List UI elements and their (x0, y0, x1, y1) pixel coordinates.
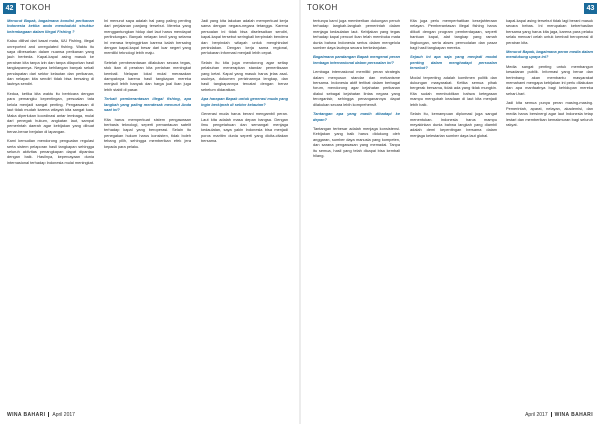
text-column (506, 18, 593, 404)
text-column (201, 18, 288, 404)
text-column (104, 18, 191, 404)
page-footer (7, 412, 75, 418)
paragraph: Ini menurut saya adalah hal yang paling penting dari perjalanan panjang tersebut. Mereka yang menggantungkan hidup dari laut harus mendapat perlindungan. Banyak nelayan kecil yang selama ini merasa terpinggirkan karena kalah bersaing dengan kapal-kapal besar dari luar negeri yang memiliki teknologi lebih maju. (104, 18, 191, 56)
magazine-name: WINA BAHARI (554, 412, 593, 418)
issue-date: April 2017 (52, 412, 75, 418)
interview-question: Menurut Bapak, bagaimana kondisi perikanan Indonesia ketika anda menduduki struktur kelembagaan dalam Illegal Fishing ? (7, 18, 94, 34)
interview-question: Apa harapan Bapak untuk generasi muda yang ingin berkiprah di sektor kelautan? (201, 96, 288, 107)
page-footer (525, 412, 593, 418)
paragraph: Jadi kita semua punya peran masing-masing. Pemerintah, aparat, nelayan, akademisi, dan media harus bersinergi agar laut Indonesia tetap lestari dan memberikan kemakmuran bagi seluruh rakyat. (506, 100, 593, 127)
paragraph: Tantangan terbesar adalah menjaga konsistensi. Kebijakan yang baik harus didukung oleh anggaran, sumber daya manusia yang kompeten, dan sarana pengawasan yang memadai. Tanpa itu semua, hasil yang telah dicapai bisa kembali hilang. (313, 125, 400, 158)
paragraph: Modal terpenting adalah komitmen politik dan dukungan masyarakat. Ketika semua pihak bergerak bersama, tidak ada yang tidak mungkin. Kita sudah membuktikan bahwa ketegasan mampu mengubah keadaan di laut kita menjadi lebih baik. (410, 74, 497, 107)
paragraph: Setelah pemberantasan dilakukan secara tegas, stok ikan di perairan kita perlahan meningkat kembali. Nelayan lokal mulai merasakan dampaknya karena hasil tangkapan mereka menjadi lebih banyak dan harga jual ikan juga lebih stabil di pasar. (104, 59, 191, 92)
footer-divider (551, 412, 552, 417)
footer-divider (48, 412, 49, 417)
text-column (313, 18, 400, 404)
interview-question: Bagaimana pandangan Bapak mengenai peran lembaga internasional dalam persoalan ini? (313, 54, 400, 65)
interview-question: Terkait pemberantasan illegal fishing, apa langkah yang paling mendesak menurut Anda saat ini? (104, 96, 191, 113)
text-column (7, 18, 94, 404)
magazine-name: WINA BAHARI (7, 412, 46, 418)
paragraph: Selain itu, kemampuan diplomasi juga sangat menentukan. Indonesia harus mampu meyakinkan dunia bahwa langkah yang diambil adalah demi kepentingan bersama dalam menjaga kelestarian sumber daya laut global. (410, 111, 497, 138)
interview-question: Tantangan apa yang masih dihadapi ke depan? (313, 111, 400, 122)
section-title: TOKOH (20, 3, 51, 12)
paragraph: Generasi muda harus berani mengambil peran. Laut kita adalah masa depan bangsa. Dengan ilmu pengetahuan dan semangat menjaga kedaulatan, saya yakin Indonesia bisa menjadi poros maritim dunia seperti yang dicita-citakan bersama. (201, 111, 288, 144)
page-number: 43 (584, 3, 597, 14)
interview-question: Sejauh ini apa saja yang menjadi modal penting dalam menghadapi persoalan tersebut? (410, 54, 497, 71)
page-number: 42 (3, 3, 16, 14)
right-page (300, 0, 600, 424)
paragraph: Kami kemudian mendorong penguatan regulasi serta sistem pelaporan hasil tangkapan sehingga seluruh aktivitas penangkapan dapat dipantau dengan baik. Hasilnya, kepercayaan dunia internasional terhadap Indonesia mulai meningkat. (7, 138, 94, 165)
paragraph: Kita harus memperkuat sistem pengawasan berbasis teknologi, seperti pemantauan satelit terhadap kapal yang beroperasi. Selain itu penegakan hukum harus konsisten, tidak boleh tebang pilih, sehingga memberikan efek jera kepada para pelaku. (104, 116, 191, 149)
paragraph: tentunya kami juga memberikan dukungan penuh terhadap langkah-langkah pemerintah dalam menjaga kedaulatan laut. Kebijakan yang tegas terhadap kapal pencuri ikan telah membuka mata dunia bahwa Indonesia serius dalam mengelola sumber daya lautnya secara berkelanjutan. (313, 18, 400, 51)
paragraph: Lembaga internasional memiliki peran strategis dalam menyusun standar dan mekanisme bersama. Indonesia aktif terlibat dalam berbagai forum, mendorong agar kejahatan perikanan diakui sebagai kejahatan lintas negara yang terorganisir, sehingga penanganannya dapat dilakukan secara lebih komprehensif. (313, 69, 400, 107)
paragraph: Media sangat penting untuk membangun kesadaran publik. Informasi yang benar dan berimbang akan membantu masyarakat memahami mengapa kebijakan ini perlu dilakukan dan apa manfaatnya bagi kehidupan mereka sehari-hari. (506, 63, 593, 96)
paragraph: kapal-kapal asing tersebut tidak lagi berani masuk secara bebas. Ini merupakan keberhasilan bersama yang harus kita jaga, karena para pelaku selalu mencari celah untuk kembali beroperasi di perairan kita. (506, 18, 593, 45)
interview-question: Menurut Bapak, bagaimana peran media dalam mendukung upaya ini? (506, 49, 593, 60)
paragraph: Kita juga perlu memperhatikan kesejahteraan nelayan. Pemberantasan illegal fishing harus diikuti dengan program pemberdayaan, seperti bantuan kapal, alat tangkap yang ramah lingkungan, serta akses permodalan dan pasar bagi hasil tangkapan mereka. (410, 18, 497, 51)
paragraph: Kedua, ketika kita waktu itu berbicara dengan para pemangku kepentingan, persoalan tata kelola menjadi sangat penting. Pengawasan di laut tidak mudah karena wilayah kita sangat luas. Maka diperlukan koordinasi antar lembaga, mulai dari penegak hukum, angkatan laut, sampai pemerintah daerah agar kebijakan yang dibuat benar-benar berjalan di lapangan. (7, 90, 94, 134)
paragraph: Selain itu kita juga mendorong agar setiap pelabuhan menerapkan standar pemeriksaan yang ketat. Kapal yang masuk harus jelas asal-usulnya, dokumen perizinannya lengkap, dan hasil tangkapannya tercatat dengan benar sebelum didaratkan. (201, 59, 288, 92)
issue-date: April 2017 (525, 412, 548, 418)
section-title: TOKOH (307, 3, 338, 12)
text-column (410, 18, 497, 404)
paragraph: Jadi yang kita lakukan adalah memperkuat kerja sama dengan negara-negara tetangga. Karena persoalan ini tidak bisa diselesaikan sendiri, kapal-kapal tersebut seringkali berpindah bendera dan berpindah wilayah untuk menghindari penindakan. Dengan kerja sama regional, pertukaran informasi menjadi lebih cepat. (201, 18, 288, 56)
paragraph: Kalau dilihat dari kasat mata, iUU Fishing, illegal unreported and unregulated fishing. Waktu itu saya dibesarkan dalam nuansa perikanan yang jauh berbeda. Kapal-kapal asing masuk ke perairan kita tanpa izin dan tanpa dilaporkan hasil tangkapannya. Negara kehilangan banyak sekali pendapatan dari sektor kelautan dan perikanan, dan nelayan kita sendiri tidak bisa bersaing di lautnya sendiri. (7, 38, 94, 87)
